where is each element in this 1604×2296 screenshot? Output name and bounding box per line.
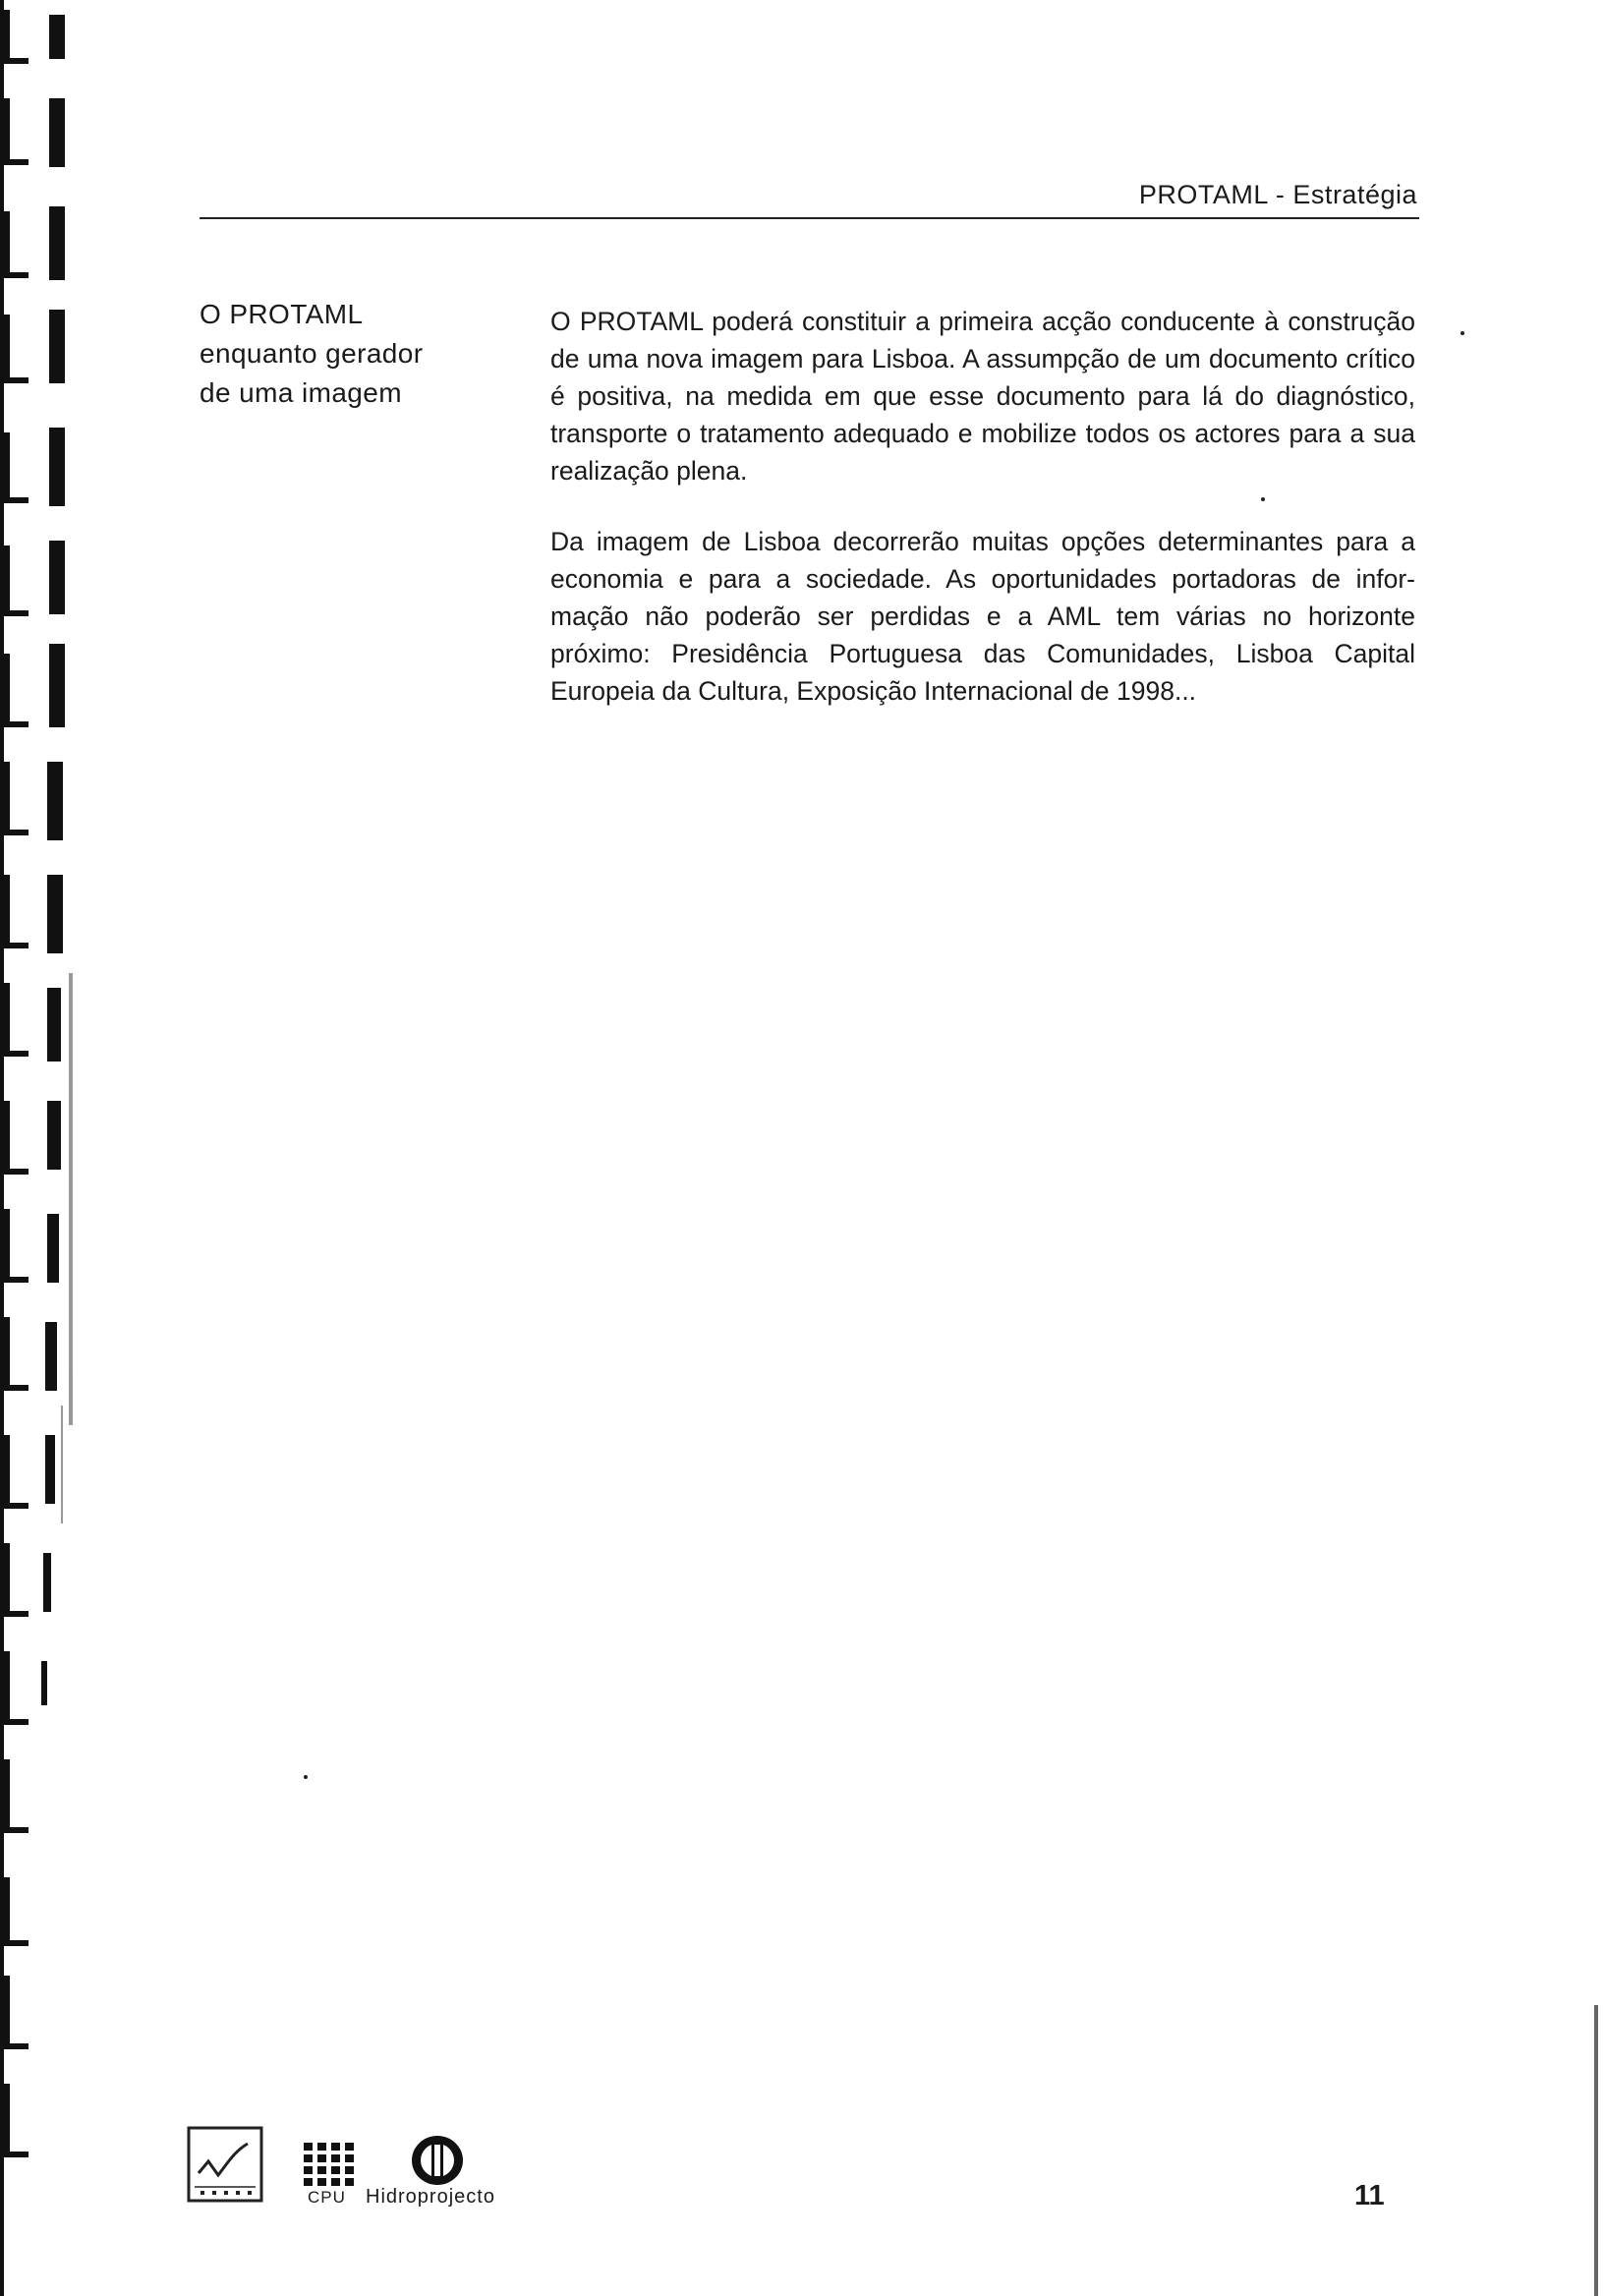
scan-speck <box>1461 331 1464 335</box>
hidroprojecto-logo-icon <box>408 2133 467 2188</box>
cpu-logo-label: CPU <box>308 2188 346 2207</box>
running-header: PROTAML - Estratégia <box>1138 180 1417 209</box>
body-text <box>550 303 1415 743</box>
side-heading-line: de uma imagem <box>200 377 402 408</box>
page-edge-shadow <box>1594 2005 1598 2296</box>
section-side-heading <box>200 295 494 413</box>
hidroprojecto-logo-label: Hidroprojecto <box>366 2186 495 2208</box>
header-divider <box>200 217 1419 219</box>
scan-speck <box>304 1775 308 1779</box>
side-heading-line: enquanto gerador <box>200 338 424 369</box>
paragraph: O PROTAML poderá constituir a primeira acção conducente à construção de uma nova imagem para Lisboa. A assumpção de um documento crítico é positiva, na medida em que esse documento para lá do diagnóstico, transporte o tratamento adequado e mobilize todos os actores para a sua realização plena. <box>550 307 1415 486</box>
paragraph: Da imagem de Lisboa decorrerão muitas opções determinantes para a economia e para a sociedade. As oportunidades portadoras de infor-mação não poderão ser perdidas e a AML tem várias no horizonte próximo: Presidência Portuguesa das Comunidades, Lisboa Capital Europeia da Cultura, Exposição Internacional de 1998... <box>550 527 1415 706</box>
binding-strip <box>0 0 108 2296</box>
scan-speck <box>1261 497 1265 501</box>
cteau-logo-icon <box>187 2126 263 2203</box>
page-number: 11 <box>1354 2180 1385 2211</box>
side-heading-line: O PROTAML <box>200 299 364 329</box>
